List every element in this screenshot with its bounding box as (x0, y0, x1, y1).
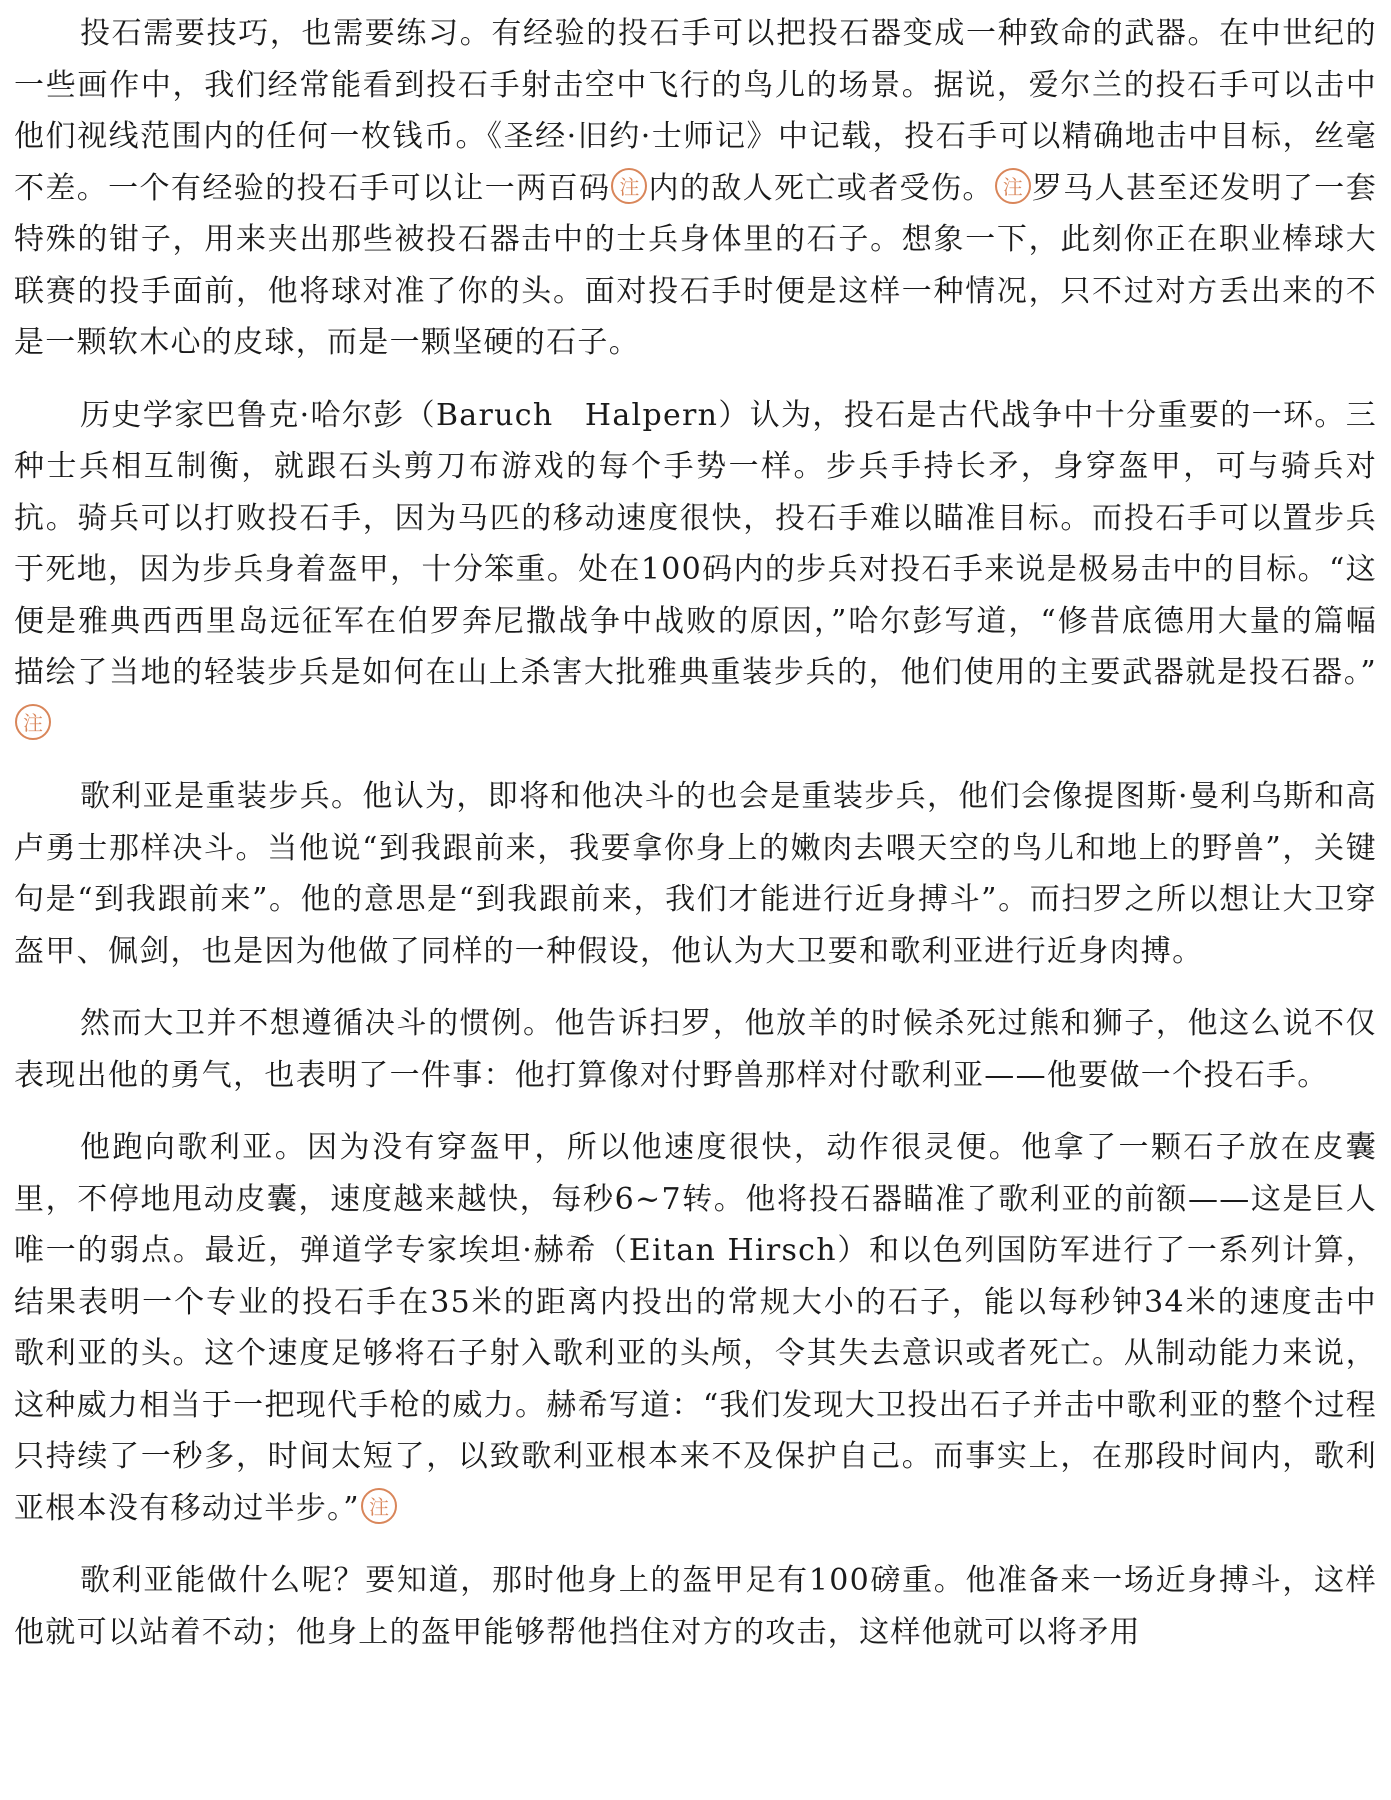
paragraph-text: 歌利亚能做什么呢？要知道，那时他身上的盔甲足有100磅重。他准备来一场近身搏斗，这样他就可以站着不动；他身上的盔甲能够帮他挡住对方的攻击，这样他就可以将矛用 (14, 1563, 1377, 1650)
paragraph-goliath-armor (14, 1555, 1377, 1658)
paragraph-text: 然而大卫并不想遵循决斗的惯例。他告诉扫罗，他放羊的时候杀死过熊和狮子，他这么说不仅表现出他的勇气，也表明了一件事：他打算像对付野兽那样对付歌利亚——他要做一个投石手。 (14, 1006, 1377, 1093)
paragraph-text: 罗马人甚至还发明了一套特殊的钳子，用来夹出那些被投石器击中的士兵身体里的石子。想象一下，此刻你正在职业棒球大联赛的投手面前，他将球对准了你的头。面对投石手时便是这样一种情况，只不过对方丢出来的不是一颗软木心的皮球，而是一颗坚硬的石子。 (14, 170, 1377, 360)
paragraph-text: 他跑向歌利亚。因为没有穿盔甲，所以他速度很快，动作很灵便。他拿了一颗石子放在皮囊里，不停地甩动皮囊，速度越来越快，每秒6~7转。他将投石器瞄准了歌利亚的前额——这是巨人唯一的弱点。最近，弹道学专家埃坦·赫希（Eitan Hirsch）和以色列国防军进行了一系列计算，结果表明一个专业的投石手在35米的距离内投出的常规大小的石子，能以每秒钟34米的速度击中歌利亚的头。这个速度足够将石子射入歌利亚的头颅，令其失去意识或者死亡。从制动能力来说，这种威力相当于一把现代手枪的威力。赫希写道：“我们发现大卫投出石子并击中歌利亚的整个过程只持续了一秒多，时间太短了，以致歌利亚根本来不及保护自己。而事实上，在那段时间内，歌利亚根本没有移动过半步。” (14, 1130, 1377, 1526)
paragraph-david-runs (14, 1122, 1377, 1534)
paragraph-text: 内的敌人死亡或者受伤。 (648, 170, 994, 206)
paragraph-david-convention (14, 998, 1377, 1101)
paragraph-text: 投石需要技巧，也需要练习。有经验的投石手可以把投石器变成一种致命的武器。在中世纪的一些画作中，我们经常能看到投石手射击空中飞行的鸟儿的场景。据说，爱尔兰的投石手可以击中他们视线范围内的任何一枚钱币。《圣经·旧约·士师记》中记载，投石手可以精确地击中目标，丝毫不差。一个有经验的投石手可以让一两百码 (14, 16, 1377, 206)
paragraph-halpern (14, 390, 1377, 751)
footnote-marker-icon[interactable]: 注 (611, 168, 647, 204)
paragraph-text: 历史学家巴鲁克·哈尔彭（Baruch Halpern）认为，投石是古代战争中十分重要的一环。三种士兵相互制衡，就跟石头剪刀布游戏的每个手势一样。步兵手持长矛，身穿盔甲，可与骑兵对抗。骑兵可以打败投石手，因为马匹的移动速度很快，投石手难以瞄准目标。而投石手可以置步兵于死地，因为步兵身着盔甲，十分笨重。处在100码内的步兵对投石手来说是极易击中的目标。“这便是雅典西西里岛远征军在伯罗奔尼撒战争中战败的原因，”哈尔彭写道，“修昔底德用大量的篇幅描绘了当地的轻装步兵是如何在山上杀害大批雅典重装步兵的，他们使用的主要武器就是投石器。” (14, 397, 1377, 690)
footnote-marker-icon[interactable]: 注 (361, 1488, 397, 1524)
footnote-marker-icon[interactable]: 注 (995, 168, 1031, 204)
paragraph-text: 歌利亚是重装步兵。他认为，即将和他决斗的也会是重装步兵，他们会像提图斯·曼利乌斯和高卢勇士那样决斗。当他说“到我跟前来，我要拿你身上的嫩肉去喂天空的鸟儿和地上的野兽”，关键句是“到我跟前来”。他的意思是“到我跟前来，我们才能进行近身搏斗”。而扫罗之所以想让大卫穿盔甲、佩剑，也是因为他做了同样的一种假设，他认为大卫要和歌利亚进行近身肉搏。 (14, 779, 1377, 969)
paragraph-goliath-infantry (14, 771, 1377, 977)
paragraph-slinger-skill (14, 8, 1377, 369)
book-page (14, 8, 1377, 1658)
footnote-marker-icon[interactable]: 注 (15, 704, 51, 740)
